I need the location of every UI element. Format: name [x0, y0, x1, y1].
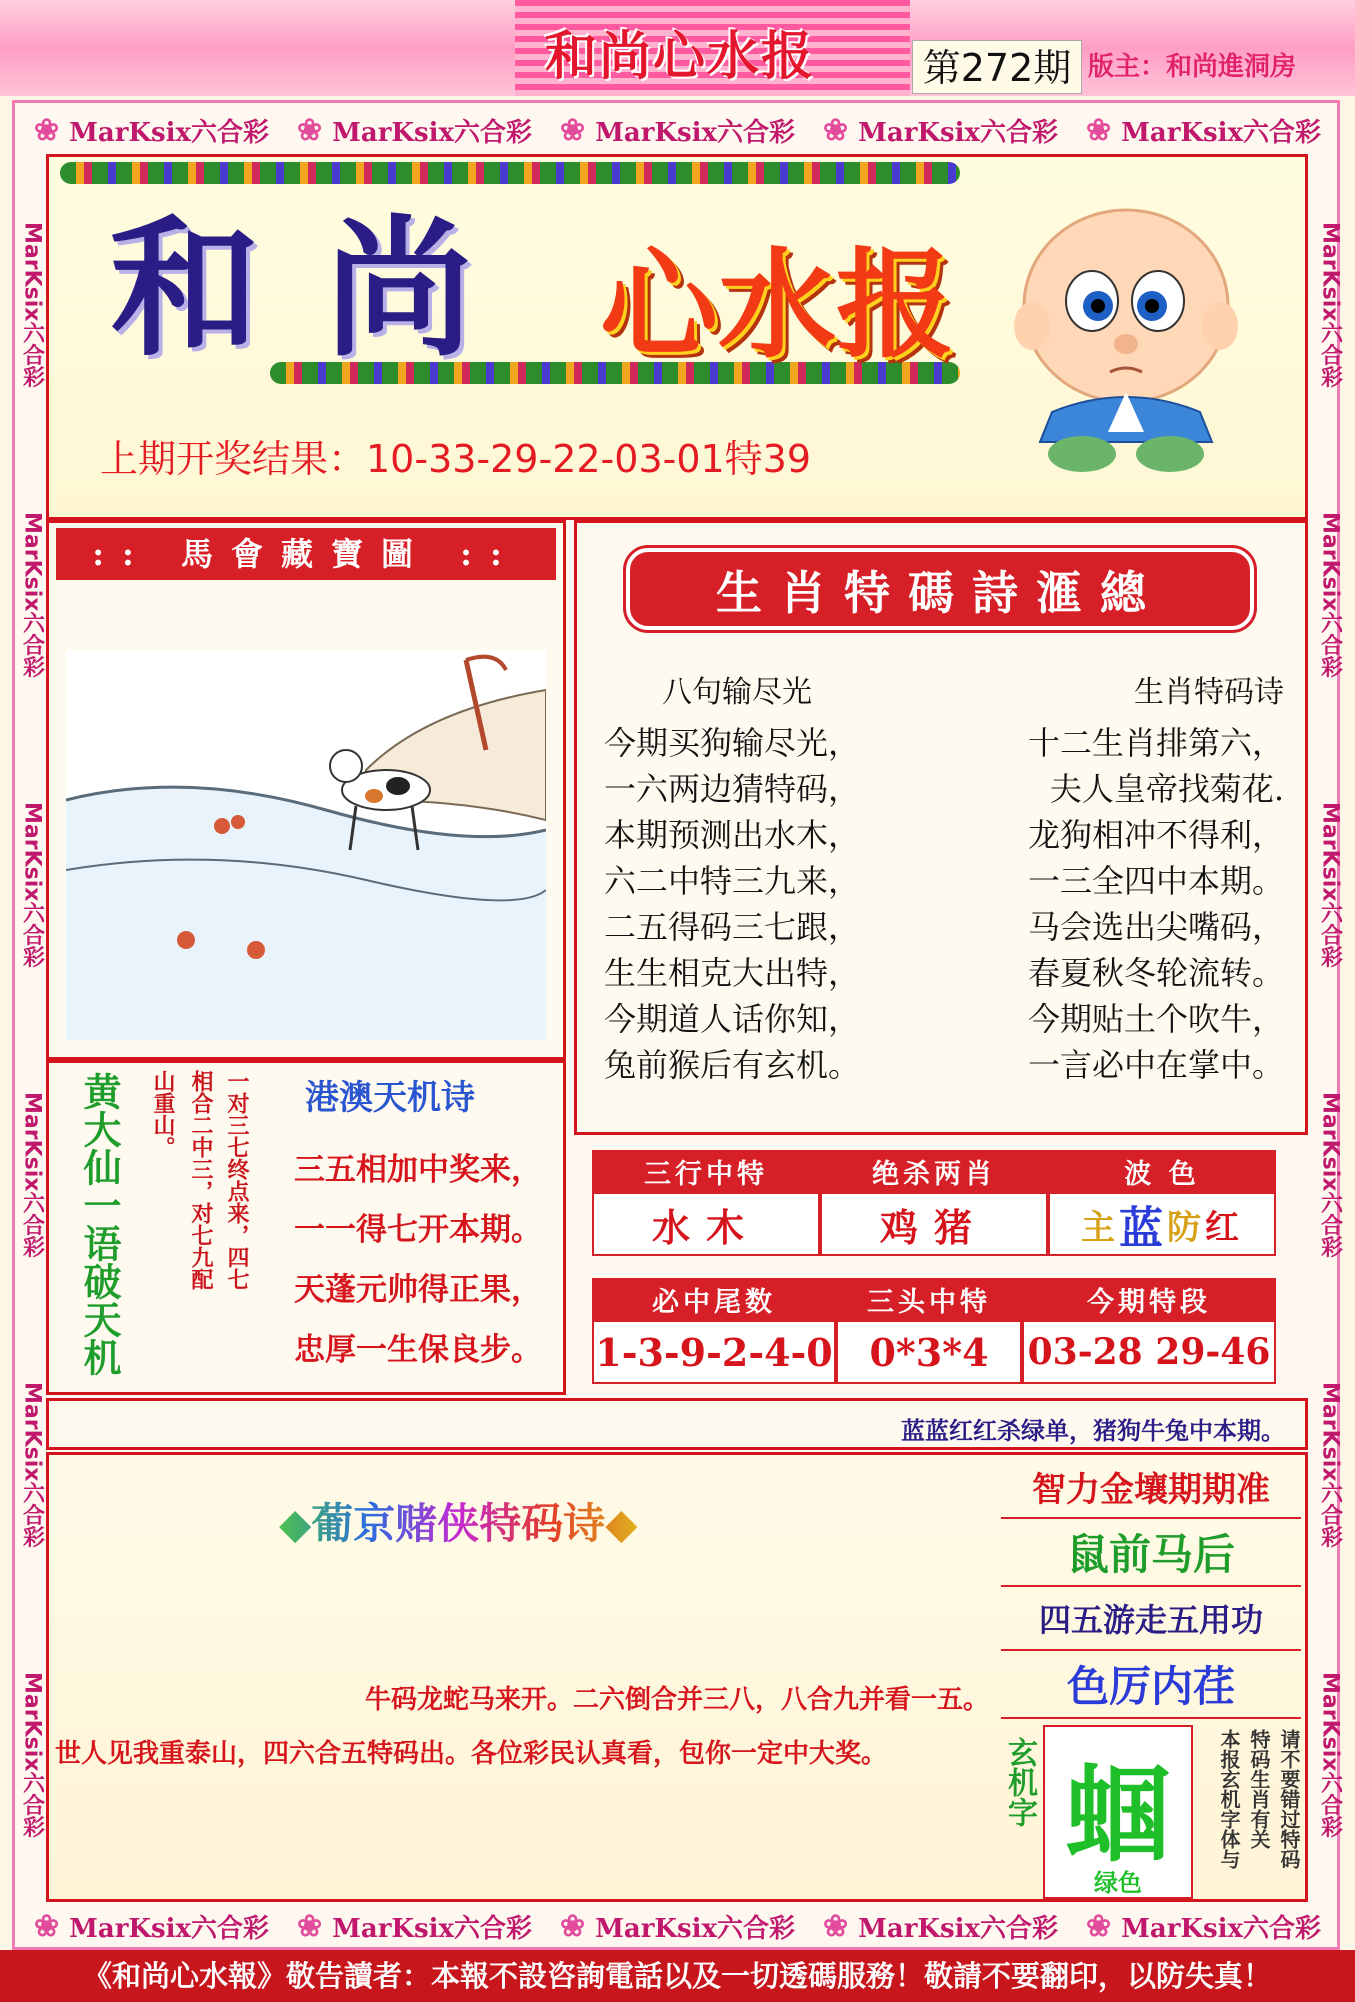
- wave-main: 蓝: [1119, 1203, 1167, 1254]
- monk-mascot-image: [1012, 186, 1240, 476]
- picks-grid-1: [592, 1150, 1276, 1256]
- watermark-text: MarKsix六合彩: [1317, 222, 1343, 388]
- watermark-text: MarKsix六合彩: [19, 512, 45, 678]
- mystic-color: 绿色: [1094, 1869, 1142, 1897]
- flower-icon: ❀: [33, 112, 60, 148]
- side-line-4: 色厉内荏: [1001, 1651, 1301, 1719]
- huangdaxian-title: 黄大仙一语破天机: [77, 1072, 122, 1376]
- watermark-row-top: [20, 104, 1335, 156]
- gangao-poem: [294, 1140, 584, 1380]
- picks-header: 今期特段: [1022, 1278, 1276, 1320]
- dog-riverbank-illustration: [66, 650, 546, 1040]
- huangdaxian-col3: 山重山。: [150, 1070, 176, 1158]
- gambler-poem-pane: [46, 1452, 1308, 1902]
- wave-color-value: [1048, 1192, 1276, 1256]
- zodiac-poems-title: 生肖特碼詩滙總: [626, 548, 1254, 630]
- watermark-text: MarKsix六合彩: [1317, 1672, 1343, 1838]
- poem-b-line: 今期贴土个吹牛，: [1027, 1000, 1284, 1038]
- slogan-strip: [46, 1398, 1308, 1450]
- flower-icon: ❀: [296, 1908, 323, 1944]
- poem-b-line: 夫人皇帝找菊花.: [1049, 770, 1284, 808]
- watermark-text: MarKsix六合彩: [1121, 117, 1322, 148]
- gangao-poem-line: 一一得七开本期。: [294, 1212, 542, 1248]
- flower-icon: ❀: [822, 1908, 849, 1944]
- zodiac-poems-body: [584, 670, 1294, 1084]
- poem-b-line: 一三全四中本期。: [1027, 862, 1284, 900]
- poem-a-line: 生生相克大出特，: [604, 954, 861, 992]
- picks-header: 波 色: [1048, 1150, 1276, 1192]
- gangao-poem-line: 忠厚一生保良步。: [294, 1332, 542, 1368]
- top-banner: [0, 0, 1355, 96]
- watermark-text: MarKsix六合彩: [1317, 802, 1343, 968]
- flower-icon: ❀: [822, 112, 849, 148]
- slogan-text: 蓝蓝红红杀绿单，猪狗牛兔中本期。: [901, 1416, 1285, 1445]
- mystic-char: 蝈: [1065, 1753, 1170, 1876]
- issue-number: 第272期: [912, 40, 1082, 94]
- watermark-text: MarKsix六合彩: [19, 222, 45, 388]
- masthead-title: 和尚心水报: [545, 26, 816, 87]
- picks-header: 三头中特: [836, 1278, 1022, 1320]
- watermark-text: MarKsix六合彩: [1121, 1913, 1322, 1944]
- picks-header: 绝杀两肖: [820, 1150, 1048, 1192]
- poem-a: [604, 670, 860, 1088]
- watermark-text: MarKsix六合彩: [332, 1913, 533, 1944]
- side-line-1: 智力金壤期期准: [1001, 1455, 1301, 1519]
- gangao-poem-title: 港澳天机诗: [305, 1078, 475, 1118]
- watermark-row-bottom: [20, 1900, 1335, 1952]
- watermark-text: MarKsix六合彩: [1317, 1382, 1343, 1548]
- header-title-sub: 心水报: [600, 235, 955, 374]
- watermark-text: MarKsix六合彩: [69, 1913, 270, 1944]
- mystic-label: 玄机字: [1002, 1737, 1037, 1827]
- watermark-text: MarKsix六合彩: [19, 1382, 45, 1548]
- watermark-text: MarKsix六合彩: [858, 1913, 1059, 1944]
- picks-grid-2: [592, 1278, 1276, 1384]
- poem-a-line: 二五得码三七跟，: [604, 908, 861, 946]
- flower-icon: ❀: [559, 1908, 586, 1944]
- mystic-note-2: 特码生肖有关: [1247, 1729, 1271, 1849]
- huangdaxian-col1: 一对三七终点来，四七: [224, 1070, 250, 1290]
- editor-credit: 版主：和尚進洞房: [1088, 52, 1297, 82]
- watermark-text: MarKsix六合彩: [19, 1092, 45, 1258]
- treasure-map-title: :: 馬會藏寶圖 ::: [56, 528, 556, 580]
- poem-a-line: 今期道人话你知，: [604, 1000, 861, 1038]
- mystic-char-box: [1043, 1725, 1193, 1899]
- watermark-text: MarKsix六合彩: [858, 117, 1059, 148]
- poem-b-line: 一言必中在掌中。: [1027, 1046, 1284, 1084]
- watermark-text: MarKsix六合彩: [19, 1672, 45, 1838]
- flower-icon: ❀: [296, 112, 323, 148]
- poem-a-line: 兔前猴后有玄机。: [604, 1046, 861, 1084]
- watermark-text: MarKsix六合彩: [595, 1913, 796, 1944]
- watermark-text: MarKsix六合彩: [1317, 512, 1343, 678]
- tail-numbers-value: 1-3-9-2-4-0: [592, 1320, 836, 1384]
- wave-mid: 防: [1167, 1207, 1205, 1248]
- side-line-2: 鼠前马后: [1001, 1519, 1301, 1587]
- picks-header: 三行中特: [592, 1150, 820, 1192]
- poem-a-line: 本期预测出水木，: [604, 816, 861, 854]
- poem-a-line: 今期买狗输尽光，: [604, 724, 861, 762]
- poem-a-line: 一六两边猜特码，: [604, 770, 861, 808]
- watermark-text: MarKsix六合彩: [19, 802, 45, 968]
- gangao-poem-line: 天蓬元帅得正果，: [294, 1272, 542, 1308]
- poem-b: [1028, 670, 1284, 1088]
- three-heads-value: 0*3*4: [836, 1320, 1022, 1384]
- flower-icon: ❀: [33, 1908, 60, 1944]
- mystic-note-3: 请不要错过特码: [1277, 1729, 1301, 1869]
- poem-b-line: 龙狗相冲不得利，: [1027, 816, 1284, 854]
- picks-header: 必中尾数: [592, 1278, 836, 1320]
- watermark-text: MarKsix六合彩: [332, 117, 533, 148]
- poem-a-line: 六二中特三九来，: [604, 862, 861, 900]
- flower-icon: ❀: [1085, 112, 1112, 148]
- poem-b-line: 马会选出尖嘴码，: [1027, 908, 1284, 946]
- watermark-col-right: [1310, 160, 1350, 1900]
- header-title-main: 和尚: [110, 201, 539, 377]
- poem-b-line: 十二生肖排第六，: [1027, 724, 1284, 762]
- watermark-text: MarKsix六合彩: [69, 117, 270, 148]
- huangdaxian-col2: 相合二中三，对七九配: [188, 1070, 214, 1290]
- watermark-text: MarKsix六合彩: [1317, 1092, 1343, 1258]
- flower-icon: ❀: [1085, 1908, 1112, 1944]
- poem-b-line: 春夏秋冬轮流转。: [1027, 954, 1284, 992]
- special-segment-value: 03-28 29-46: [1022, 1320, 1276, 1384]
- gambler-poem-title: ◆葡京赌侠特码诗◆: [279, 1491, 638, 1551]
- wave-prefix: 主: [1081, 1207, 1119, 1248]
- wave-alt: 红: [1205, 1207, 1243, 1248]
- watermark-text: MarKsix六合彩: [595, 117, 796, 148]
- gangao-poem-line: 三五相加中奖来，: [294, 1152, 542, 1188]
- flower-icon: ❀: [559, 112, 586, 148]
- mystic-note-1: 本报玄机字体与: [1217, 1729, 1241, 1869]
- poem-b-heading: 生肖特码诗: [1134, 675, 1284, 710]
- kill-two-zodiac-value: 鸡猪: [820, 1192, 1048, 1256]
- gambler-poem-text: 牛码龙蛇马来开。二六倒合并三八，八合九并看一五。世人见我重泰山，四六合五特码出。各位彩民认真看，包你一定中大奖。: [55, 1685, 990, 1769]
- footer-notice: 《和尚心水報》敬告讀者：本報不設咨詢電話以及一切透碼服務！敬請不要翻印，以防失真！: [0, 1950, 1355, 2002]
- poem-a-heading: 八句输尽光: [662, 675, 812, 710]
- three-elements-value: 水木: [592, 1192, 820, 1256]
- last-draw-result: 上期开奖结果：10-33-29-22-03-01特39: [100, 437, 812, 481]
- side-line-3: 四五游走五用功: [1001, 1587, 1301, 1651]
